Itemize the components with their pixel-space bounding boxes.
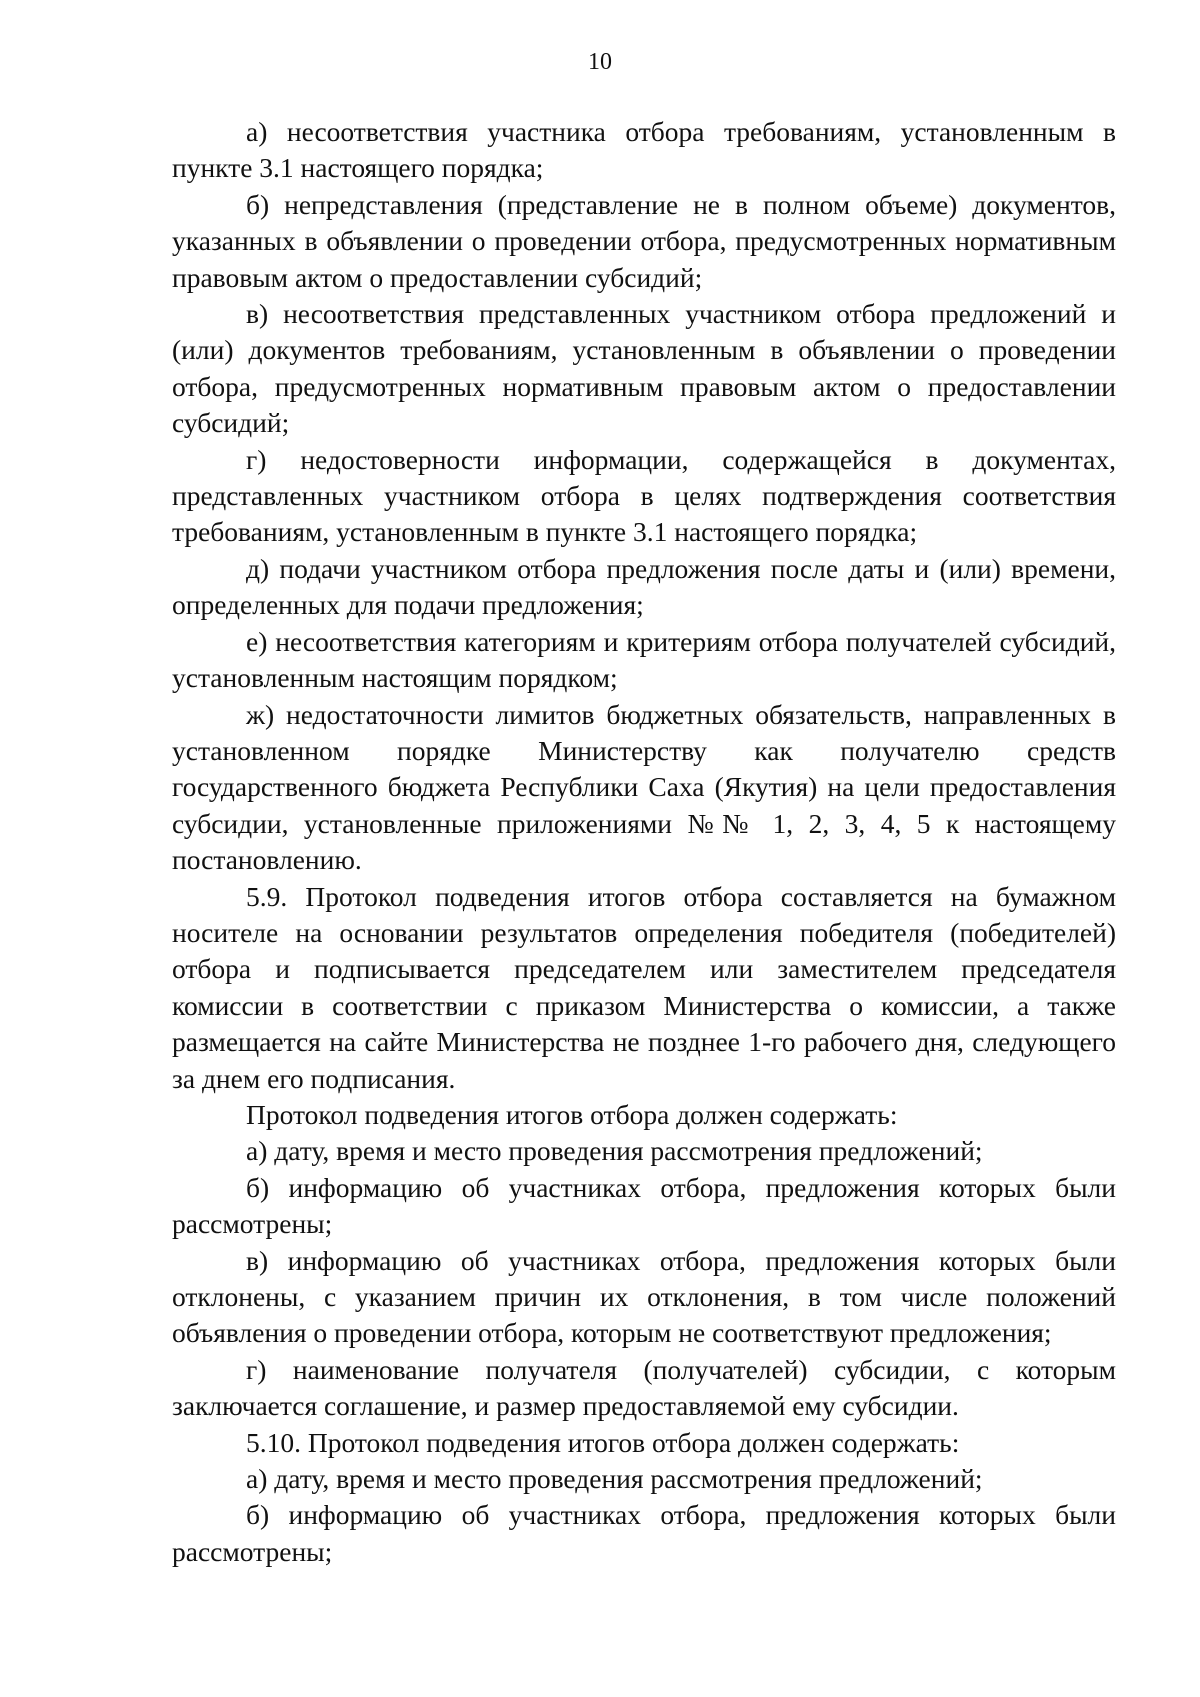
paragraph-item-g-2: г) наименование получателя (получателей) субсидии, с которым заключается соглашение, и размер предоставляемой ему субсидии. xyxy=(172,1353,1116,1422)
paragraph-item-v-1: в) несоответствия представленных участником отбора предложений и (или) документов требованиям, установленным в объявлении о проведении отбора, предусмотренных нормативным правовым актом о предоставлении субсидий; xyxy=(172,298,1116,439)
paragraph-item-a-1: а) несоответствия участника отбора требованиям, установленным в пункте 3.1 настоящего порядка; xyxy=(172,116,1116,184)
paragraph-section-5-10: 5.10. Протокол подведения итогов отбора должен содержать: xyxy=(246,1426,960,1458)
page-number: 10 xyxy=(588,49,612,75)
document-body xyxy=(172,114,1116,1570)
paragraph-item-a-3: а) дату, время и место проведения рассмотрения предложений; xyxy=(246,1463,983,1495)
paragraph-protocol-contents: Протокол подведения итогов отбора должен содержать: xyxy=(246,1098,898,1130)
paragraph-item-g-1: г) недостоверности информации, содержащейся в документах, представленных участником отбора в целях подтверждения соответствия требованиям, установленным в пункте 3.1 настоящего порядка; xyxy=(172,443,1116,548)
paragraph-item-b-3: б) информацию об участниках отбора, предложения которых были рассмотрены; xyxy=(172,1499,1116,1567)
paragraph-item-a-2: а) дату, время и место проведения рассмотрения предложений; xyxy=(246,1135,983,1167)
paragraph-item-d-1: д) подачи участником отбора предложения после даты и (или) времени, определенных для подачи предложения; xyxy=(172,552,1116,621)
paragraph-item-b-2: б) информацию об участниках отбора, предложения которых были рассмотрены; xyxy=(172,1171,1116,1240)
paragraph-item-zh-1: ж) недостаточности лимитов бюджетных обязательств, направленных в установленном порядке Министерству как получателю средств государственного бюджета Республики Саха (Якутия) на цели предоставления субсидии, установленные приложениями №№ 1, 2, 3, 4, 5 к настоящему постановлению. xyxy=(172,698,1116,876)
paragraph-section-5-9: 5.9. Протокол подведения итогов отбора составляется на бумажном носителе на основании результатов определения победителя (победителей) отбора и подписывается председателем или заместителем председателя комиссии в соответствии с приказом Министерства о комиссии, а также размещается на сайте Министерства не позднее 1-го рабочего дня, следующего за днем его подписания. xyxy=(172,880,1116,1094)
paragraph-item-e-1: е) несоответствия категориям и критериям отбора получателей субсидий, установленным настоящим порядком; xyxy=(172,625,1116,694)
paragraph-item-v-2: в) информацию об участниках отбора, предложения которых были отклонены, с указанием причин их отклонения, в том числе положений объявления о проведении отбора, которым не соответствуют предложения; xyxy=(172,1244,1116,1349)
paragraph-item-b-1: б) непредставления (представление не в полном объеме) документов, указанных в объявлении о проведении отбора, предусмотренных нормативным правовым актом о предоставлении субсидий; xyxy=(172,188,1116,293)
